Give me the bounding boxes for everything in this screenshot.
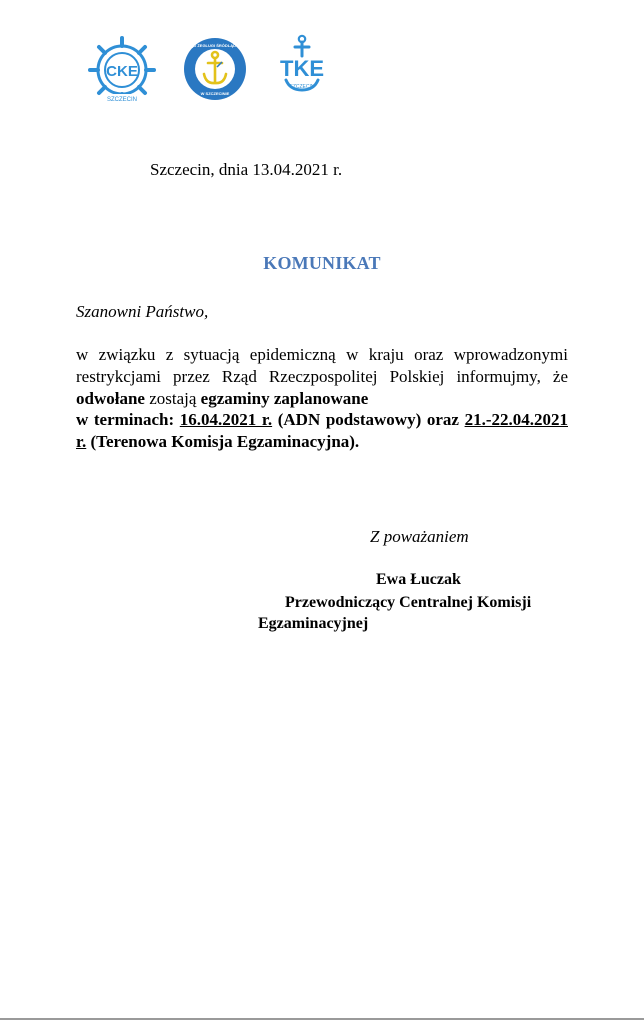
document-date: Szczecin, dnia 13.04.2021 r. — [150, 160, 343, 179]
signatory-title — [258, 592, 531, 634]
inland-navigation-office-seal — [182, 36, 248, 102]
body-text-segment: (Terenowa Komisja Egzaminacyjna). — [86, 432, 360, 452]
body-paragraph-2 — [76, 409, 568, 453]
document-title: KOMUNIKAT — [263, 253, 381, 273]
closing-regards: Z poważaniem — [370, 527, 469, 546]
cke-logo-subtext: SZCZECIN — [107, 97, 137, 103]
tke-logo-subtext: SZCZECIN — [289, 84, 315, 90]
page-bottom-divider — [0, 1018, 644, 1020]
cke-logo-text: CKE — [106, 63, 138, 80]
logo-row — [86, 34, 336, 109]
body-paragraph-1 — [76, 344, 568, 409]
seal-ring-text: URZĄD ŻEGLUGI ŚRÓDLĄDOWEJ — [182, 43, 248, 48]
greeting: Szanowni Państwo, — [76, 302, 209, 321]
exam-date-1: 16.04.2021 r. — [179, 410, 273, 430]
exam-date-2: 21.-22.04.2021 r. — [76, 410, 568, 452]
tke-logo-text: TKE — [280, 56, 324, 81]
cke-logo — [86, 34, 158, 108]
exams-keyword: egzaminy zaplanowane — [200, 388, 369, 408]
cancelled-keyword: odwołane — [76, 388, 145, 408]
signatory-title-line-2: Egzaminacyjnej — [258, 615, 369, 632]
body-text-segment: w terminach: — [76, 410, 180, 430]
tke-logo — [274, 34, 330, 98]
body-text-segment: (ADN podstawowy) oraz — [272, 410, 465, 430]
announcement-body — [76, 344, 568, 453]
body-text-segment: w związku z sytuacją epidemiczną w kraju oraz wprowadzonymi restrykcjami przez Rząd Rzeczpospolitej Polskiej informujmy, że — [76, 345, 568, 386]
body-text-segment: zostają — [144, 388, 201, 408]
signatory-name: Ewa Łuczak — [376, 571, 461, 588]
signatory-title-line-1: Przewodniczący Centralnej Komisji — [285, 594, 532, 611]
seal-bottom-text: W SZCZECINIE — [200, 91, 230, 96]
